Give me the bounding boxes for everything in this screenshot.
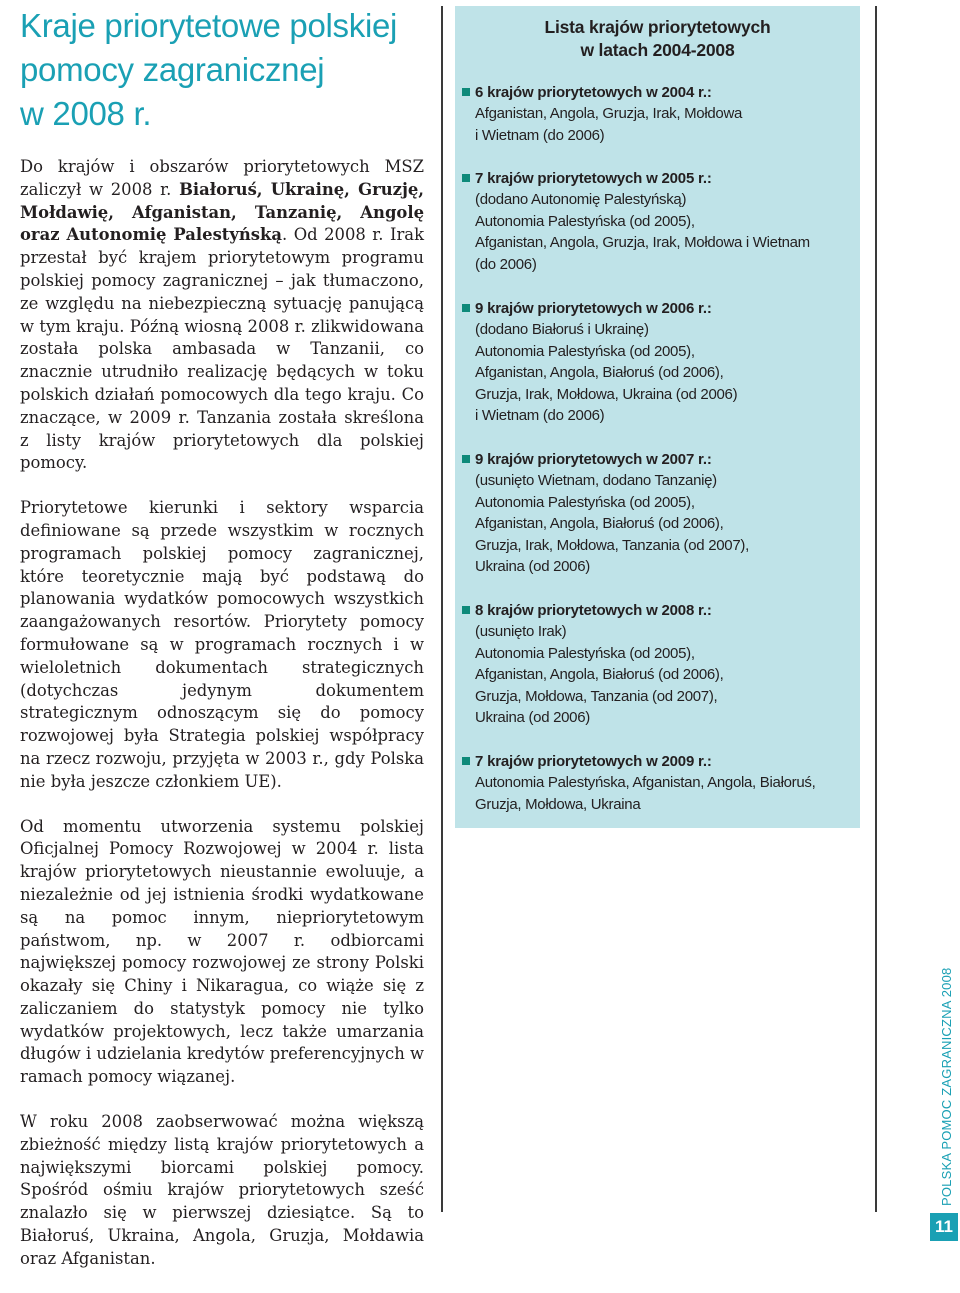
box-entry — [455, 168, 860, 275]
box-title-line: Lista krajów priorytetowych — [544, 17, 771, 37]
entry-heading-text: 7 krajów priorytetowych w 2005 r.: — [475, 170, 712, 187]
entry-line: Autonomia Palestyńska (od 2005), — [475, 644, 695, 662]
entry-heading-text: 6 krajów priorytetowych w 2004 r.: — [475, 84, 712, 101]
entry-heading-text: 9 krajów priorytetowych w 2007 r.: — [475, 451, 712, 468]
page-title — [20, 4, 430, 136]
publication-name: POLSKA POMOC ZAGRANICZNA 2008 — [939, 967, 954, 1206]
box-entry — [455, 751, 860, 815]
entry-line: Ukraina (od 2006) — [475, 558, 590, 576]
entry-heading — [455, 600, 860, 621]
square-bullet-icon — [462, 304, 470, 312]
entry-line: Gruzja, Mołdowa, Ukraina — [475, 795, 641, 813]
square-bullet-icon — [462, 757, 470, 765]
box-title — [455, 16, 860, 62]
entry-line: Autonomia Palestyńska (od 2005), — [475, 493, 695, 511]
paragraph-convergence: W roku 2008 zaobserwować można większą zbieżność między listą krajów priorytetowych a największymi biorcami polskiej pomocy. Spośród ośmiu krajów priorytetowych sześć znalazło się w pierwszej dziesiątce. Są to Białoruś, Ukraina, Angola, Gruzja, Mołdawia oraz Afganistan. — [20, 1112, 424, 1268]
square-bullet-icon — [462, 88, 470, 96]
box-entry — [455, 298, 860, 427]
entry-heading-text: 7 krajów priorytetowych w 2009 r.: — [475, 753, 712, 770]
entry-line: Autonomia Palestyńska, Afganistan, Angola, Białoruś, — [475, 774, 816, 791]
entry-line: Afganistan, Angola, Białoruś (od 2006), — [475, 515, 724, 533]
entry-line: Afganistan, Angola, Gruzja, Irak, Mołdowa — [475, 105, 743, 122]
entry-line: (dodano Białoruś i Ukrainę) — [475, 321, 649, 338]
paragraph-evolution: Od momentu utworzenia systemu polskiej Oficjalnej Pomocy Rozwojowej w 2004 r. lista krajów priorytetowych nieustannie ewoluuje, a niezależnie od jej istnienia środki wydatkowane są na pomoc innym, niepriorytetowym państwom, np. w 2007 r. odbiorcami największej pomocy rozwojowej ze strony Polski okazały się Chiny i Nikaragua, co wiąże się z zaliczaniem do statystyk pomocy nie tylko wydatków projektowych, lecz także umarzania długów i udzielania kredytów preferencyjnych w ramach pomocy wiązanej. — [20, 816, 424, 1087]
title-line: pomocy zagranicznej — [20, 51, 325, 88]
margin-divider — [875, 6, 877, 1212]
title-line: w 2008 r. — [20, 95, 152, 132]
entry-line: (do 2006) — [475, 255, 537, 273]
paragraph-priorities: Priorytetowe kierunki i sektory wsparcia definiowane są przede wszystkim w rocznych programach polskiej pomocy zagranicznej, które teoretycznie mają być podstawą do planowania wydatków pomocowych wszystkich zaangażowanych resortów. Priorytety pomocy formułowane są w programach rocznych i w wieloletnich dokumentach strategicznych (dotychczas jedynym dokumentem strategicznym odnoszącym się do pomocy rozwojowej była Strategia polskiej współpracy na rzecz rozwoju, przyjęta w 2003 r., gdy Polska nie była jeszcze członkiem UE). — [20, 498, 424, 791]
main-text-column — [20, 156, 424, 1293]
paragraph-rest: . Od 2008 r. Irak przestał być krajem priorytetowym programu polskiej pomocy zagranicznej – jak tłumaczono, ze względu na niebezpieczną sytuację panującą w tym kraju. Późną wiosną 2008 r. zlikwidowana została polska ambasada w Tanzanii, co znacznie utrudniło realizację będących w toku polskich działań pomocowych dla tego kraju. Co znaczące, w 2009 r. Tanzania została skreślona z listy krajów priorytetowych dla polskiej pomocy. — [20, 225, 424, 473]
square-bullet-icon — [462, 455, 470, 463]
entry-line: i Wietnam (do 2006) — [475, 126, 605, 144]
square-bullet-icon — [462, 606, 470, 614]
priority-countries: Białoruś, Ukrainę, Gruzję, Mołdawię, Afganistan, Tanzanię, Angolę oraz Autonomię Palestyńską — [20, 179, 425, 245]
entry-line: Ukraina (od 2006) — [475, 709, 590, 727]
box-entry — [455, 600, 860, 729]
entry-line: Afganistan, Angola, Białoruś (od 2006), — [475, 364, 724, 382]
entry-line: Autonomia Palestyńska (od 2005), — [475, 212, 695, 230]
entry-line: Gruzja, Irak, Mołdowa, Ukraina (od 2006) — [475, 385, 738, 403]
entry-line: Gruzja, Irak, Mołdowa, Tanzania (od 2007), — [475, 536, 749, 554]
entry-line: (dodano Autonomię Palestyńską) — [475, 191, 687, 208]
entry-line: i Wietnam (do 2006) — [475, 407, 605, 425]
entry-line: Gruzja, Mołdowa, Tanzania (od 2007), — [475, 687, 718, 705]
priority-countries-box — [455, 6, 860, 828]
entry-line: Afganistan, Angola, Białoruś (od 2006), — [475, 666, 724, 684]
page-number: 11 — [930, 1213, 958, 1241]
box-entry — [455, 449, 860, 578]
entry-line: (usunięto Irak) — [475, 623, 567, 640]
box-entry — [455, 82, 860, 146]
paragraph-intro — [20, 156, 424, 475]
paragraph-lead: Do krajów i obszarów priorytetowych MSZ zaliczył w 2008 r. — [20, 157, 424, 199]
entry-line: Autonomia Palestyńska (od 2005), — [475, 342, 695, 360]
entry-line: Afganistan, Angola, Gruzja, Irak, Mołdowa i Wietnam — [475, 234, 810, 252]
entry-heading-text: 8 krajów priorytetowych w 2008 r.: — [475, 602, 712, 619]
title-line: Kraje priorytetowe polskiej — [20, 7, 398, 44]
entry-heading — [455, 449, 860, 470]
box-title-line: w latach 2004-2008 — [580, 40, 735, 60]
square-bullet-icon — [462, 174, 470, 182]
entry-heading — [455, 168, 860, 189]
entry-heading-text: 9 krajów priorytetowych w 2006 r.: — [475, 300, 712, 317]
entry-heading — [455, 298, 860, 319]
column-divider — [441, 6, 443, 1212]
entry-heading — [455, 82, 860, 103]
entry-line: (usunięto Wietnam, dodano Tanzanię) — [475, 472, 717, 489]
entry-heading — [455, 751, 860, 772]
